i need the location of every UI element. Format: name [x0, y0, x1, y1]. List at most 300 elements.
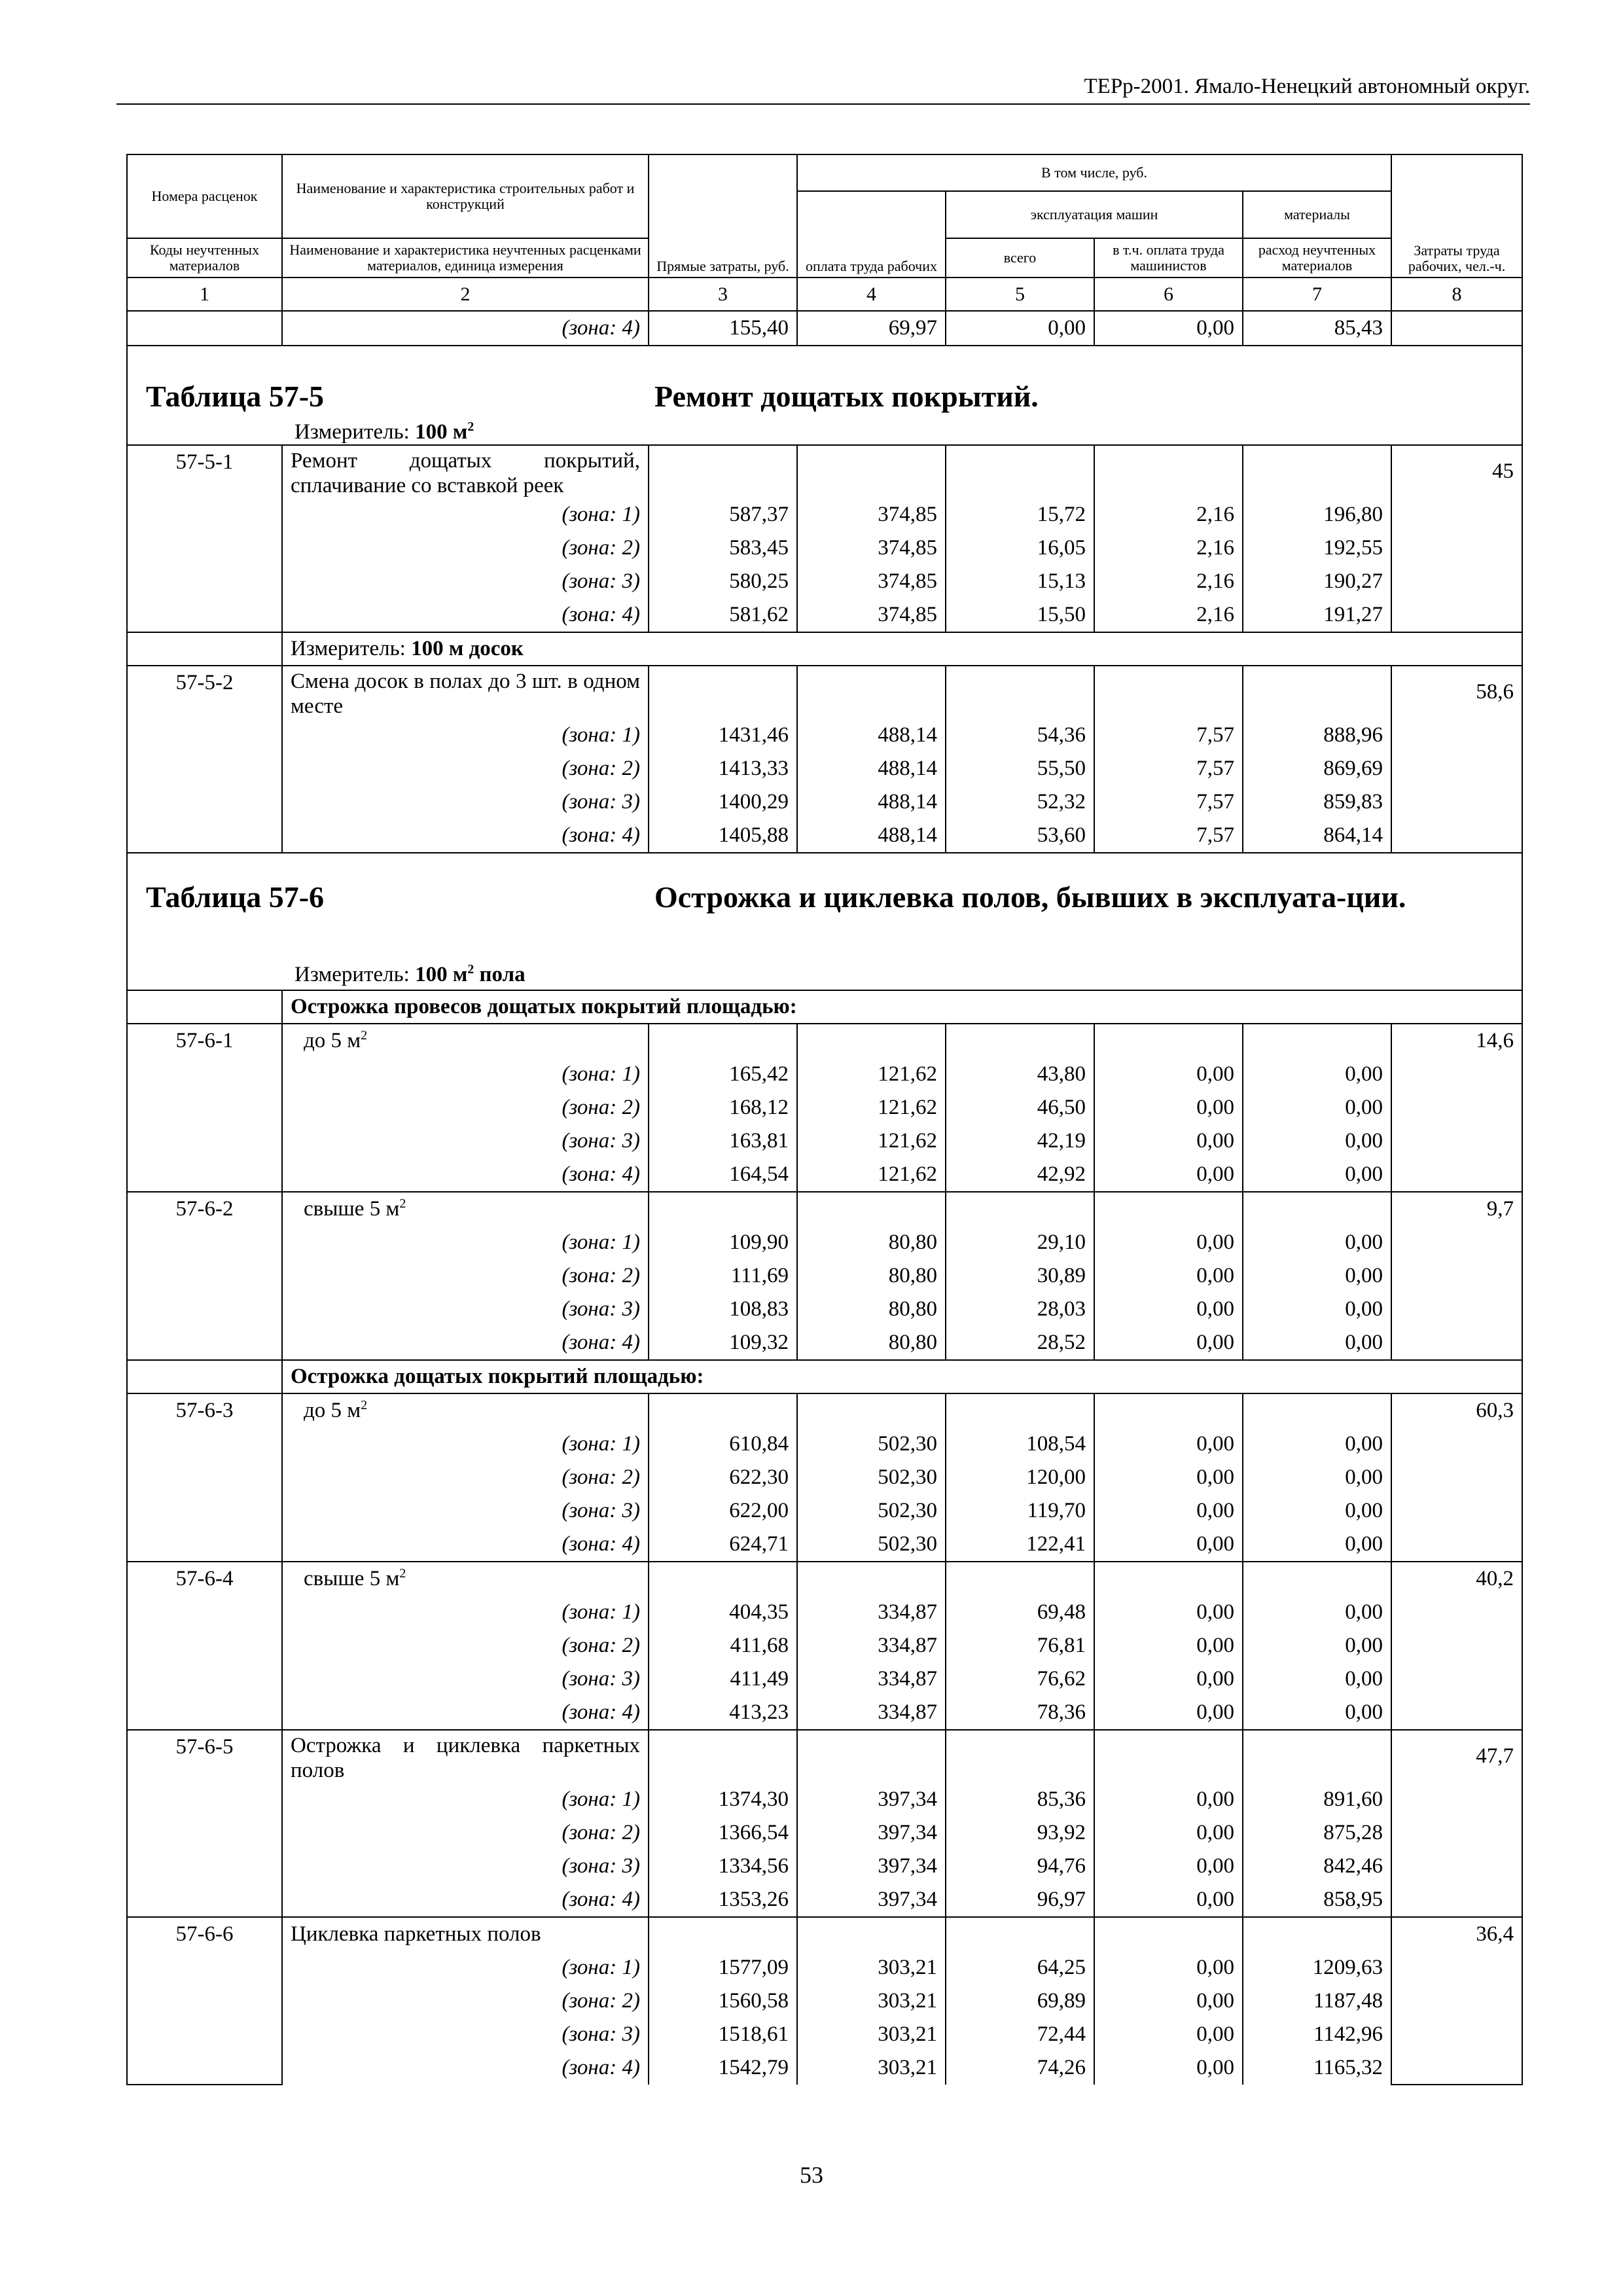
cell-value: 0,00	[1243, 1293, 1391, 1326]
col-num: 7	[1243, 278, 1391, 311]
cell-value: 196,80	[1243, 498, 1391, 531]
measure: Измеритель: 100 $м^2$	[294, 420, 474, 444]
cell-value: 413,23	[649, 1696, 797, 1730]
col-num: 1	[127, 278, 282, 311]
cell-value: 80,80	[797, 1293, 946, 1326]
labor-value: 45	[1391, 445, 1522, 632]
item-name: Ремонт дощатых покрытий, сплачивание со вставкой реек	[282, 445, 649, 498]
cell-value: 29,10	[946, 1226, 1094, 1259]
cell-value: 69,89	[946, 1984, 1094, 2018]
table-row	[127, 666, 1522, 719]
cell-value: 1165,32	[1243, 2051, 1391, 2085]
carry-row	[127, 311, 1522, 346]
zone-row	[127, 1528, 1522, 1562]
cell-value: 121,62	[797, 1124, 946, 1158]
cell-value: 875,28	[1243, 1816, 1391, 1850]
cell-value: 0,00	[1094, 1816, 1243, 1850]
measure-row: Измеритель: 100 м досок	[127, 632, 1522, 666]
cell-value: 191,27	[1243, 598, 1391, 632]
zone-label: (зона: 4)	[282, 1326, 649, 1360]
cell-value: 858,95	[1243, 1883, 1391, 1917]
cell-value: 0,00	[1094, 311, 1243, 346]
zone-row	[127, 1850, 1522, 1883]
page-header: ТЕРр-2001. Ямало-Ненецкий автономный округ.	[116, 73, 1530, 105]
cell-value: 15,13	[946, 565, 1094, 598]
cell-value: 164,54	[649, 1158, 797, 1192]
zone-label: (зона: 3)	[282, 1494, 649, 1528]
zone-row	[127, 1226, 1522, 1259]
item-name: Смена досок в полах до 3 шт. в одном месте	[282, 666, 649, 719]
cell-value: 303,21	[797, 1951, 946, 1984]
cell-value: 15,72	[946, 498, 1094, 531]
cell-value: 94,76	[946, 1850, 1094, 1883]
cell-value: 2,16	[1094, 598, 1243, 632]
cell-value: 0,00	[1094, 1596, 1243, 1629]
cell-value: 190,27	[1243, 565, 1391, 598]
cell-value: 581,62	[649, 598, 797, 632]
labor-value: 47,7	[1391, 1730, 1522, 1917]
cell-value: 108,54	[946, 1427, 1094, 1461]
col-header-codes-mat: Коды неучтенных материалов	[127, 238, 282, 278]
cell-value: 502,30	[797, 1528, 946, 1562]
table-title: Ремонт дощатых покрытий.	[654, 380, 1039, 413]
cell-value: 122,41	[946, 1528, 1094, 1562]
measure: Измеритель: 100 $м^2$ пола	[294, 962, 526, 986]
zone-label: (зона: 1)	[282, 498, 649, 531]
item-code: 57-6-1	[127, 1024, 282, 1192]
cell-value: 0,00	[1243, 1596, 1391, 1629]
zone-label: (зона: 2)	[282, 531, 649, 565]
cell-value: 1334,56	[649, 1850, 797, 1883]
cell-value: 303,21	[797, 1984, 946, 2018]
cell-value: 72,44	[946, 2018, 1094, 2051]
cell-value: 0,00	[1094, 1528, 1243, 1562]
zone-row	[127, 531, 1522, 565]
zone-row	[127, 1629, 1522, 1662]
cell-value: 78,36	[946, 1696, 1094, 1730]
cell-value: 108,83	[649, 1293, 797, 1326]
labor-value: 9,7	[1391, 1192, 1522, 1360]
cell-value: 80,80	[797, 1259, 946, 1293]
cell-value: 587,37	[649, 498, 797, 531]
cell-value: 28,03	[946, 1293, 1094, 1326]
cell-value: 1560,58	[649, 1984, 797, 2018]
cell-value: 0,00	[1243, 1091, 1391, 1124]
cell-value: 53,60	[946, 819, 1094, 853]
cell-value: 374,85	[797, 598, 946, 632]
table-caption: Таблица 57-6	[146, 880, 325, 914]
cell-value: 1400,29	[649, 785, 797, 819]
cell-value: 1518,61	[649, 2018, 797, 2051]
table-row	[127, 1730, 1522, 1783]
cell-value: 96,97	[946, 1883, 1094, 1917]
col-header-name: Наименование и характеристика строительных работ и конструкций	[282, 154, 649, 238]
cell-value: 43,80	[946, 1058, 1094, 1091]
cell-value: 334,87	[797, 1596, 946, 1629]
zone-label: (зона: 1)	[282, 719, 649, 752]
cell-value: 46,50	[946, 1091, 1094, 1124]
item-code: 57-6-5	[127, 1730, 282, 1917]
cell-value: 111,69	[649, 1259, 797, 1293]
cell-value: 0,00	[1243, 1158, 1391, 1192]
cell-value: 0,00	[1243, 1662, 1391, 1696]
col-header-mach-wages: в т.ч. оплата труда машинистов	[1094, 238, 1243, 278]
cell-value: 374,85	[797, 565, 946, 598]
cell-value: 502,30	[797, 1494, 946, 1528]
cell-value: 0,00	[1094, 1326, 1243, 1360]
col-header-machines: эксплуатация машин	[946, 191, 1243, 238]
item-name: Циклевка паркетных полов	[282, 1917, 649, 1951]
zone-row	[127, 565, 1522, 598]
cell-value: 120,00	[946, 1461, 1094, 1494]
cell-value: 192,55	[1243, 531, 1391, 565]
col-num: 3	[649, 278, 797, 311]
zone-row	[127, 1816, 1522, 1850]
cell-value: 583,45	[649, 531, 797, 565]
page-number: 53	[800, 2162, 823, 2188]
cell-value: 404,35	[649, 1596, 797, 1629]
table-title: Острожка и циклевка полов, бывших в эксплуата-ции.	[654, 880, 1406, 914]
cell-value: 0,00	[1094, 1951, 1243, 1984]
cell-value: 163,81	[649, 1124, 797, 1158]
cell-value: 0,00	[1243, 1528, 1391, 1562]
cell-value: 55,50	[946, 752, 1094, 785]
cell-value: 334,87	[797, 1696, 946, 1730]
item-code: 57-5-1	[127, 445, 282, 632]
table-57-6-heading	[127, 853, 1522, 990]
item-code: 57-5-2	[127, 666, 282, 853]
cell-value: 0,00	[1094, 1984, 1243, 2018]
item-code: 57-6-6	[127, 1917, 282, 2085]
cell-value: 0,00	[1094, 1259, 1243, 1293]
cell-value: 0,00	[1243, 1058, 1391, 1091]
cell-value: 1187,48	[1243, 1984, 1391, 2018]
item-name: свыше 5 $м^2$	[282, 1562, 649, 1596]
cell-value: 0,00	[1094, 1461, 1243, 1494]
cell-value: 0,00	[1094, 1850, 1243, 1883]
zone-row	[127, 1696, 1522, 1730]
zone-label: (зона: 2)	[282, 1984, 649, 2018]
cell-value: 1405,88	[649, 819, 797, 853]
cell-value: 0,00	[1094, 1494, 1243, 1528]
cell-value: 0,00	[1094, 1091, 1243, 1124]
cell-value: 580,25	[649, 565, 797, 598]
col-header-mat-use: расход неучтенных материалов	[1243, 238, 1391, 278]
cell-value: 0,00	[1094, 1058, 1243, 1091]
cell-value: 74,26	[946, 2051, 1094, 2085]
zone-label: (зона: 3)	[282, 1662, 649, 1696]
cell-value: 0,00	[1243, 1259, 1391, 1293]
cell-value: 374,85	[797, 531, 946, 565]
zone-label: (зона: 4)	[282, 1883, 649, 1917]
table-row	[127, 1562, 1522, 1596]
cell-value: 303,21	[797, 2018, 946, 2051]
cell-value: 0,00	[1094, 1226, 1243, 1259]
cell-value: 109,32	[649, 1326, 797, 1360]
zone-label: (зона: 3)	[282, 2018, 649, 2051]
zone-label: (зона: 3)	[282, 1124, 649, 1158]
zone-row	[127, 1984, 1522, 2018]
zone-row	[127, 598, 1522, 632]
cell-value: 0,00	[1094, 1883, 1243, 1917]
cell-value: 0,00	[1243, 1427, 1391, 1461]
zone-label: (зона: 4)	[282, 598, 649, 632]
cell-value: 121,62	[797, 1058, 946, 1091]
item-code: 57-6-3	[127, 1393, 282, 1562]
cell-value: 0,00	[1094, 2051, 1243, 2085]
cell-value: 0,00	[1243, 1629, 1391, 1662]
cell-value: 397,34	[797, 1883, 946, 1917]
cell-value: 30,89	[946, 1259, 1094, 1293]
labor-value: 36,4	[1391, 1917, 1522, 2085]
cell-value: 859,83	[1243, 785, 1391, 819]
zone-label: (зона: 2)	[282, 1816, 649, 1850]
labor-value: 14,6	[1391, 1024, 1522, 1192]
cell-value: 76,62	[946, 1662, 1094, 1696]
zone-row	[127, 719, 1522, 752]
cell-value: 93,92	[946, 1816, 1094, 1850]
cell-value: 7,57	[1094, 819, 1243, 853]
cell-value: 42,19	[946, 1124, 1094, 1158]
zone-label: (зона: 1)	[282, 1596, 649, 1629]
cell-value: 0,00	[1094, 1629, 1243, 1662]
cell-value: 622,30	[649, 1461, 797, 1494]
col-header-wages: оплата труда рабочих	[797, 191, 946, 278]
cell-value: 0,00	[1243, 1494, 1391, 1528]
zone-row	[127, 1427, 1522, 1461]
cell-value: 0,00	[1094, 1124, 1243, 1158]
zone-label: (зона: 4)	[282, 2051, 649, 2085]
cell-value: 28,52	[946, 1326, 1094, 1360]
zone-label: (зона: 4)	[282, 1528, 649, 1562]
cell-value: 0,00	[1094, 1158, 1243, 1192]
cell-value: 1142,96	[1243, 2018, 1391, 2051]
cell-value: 85,36	[946, 1783, 1094, 1816]
cell-value: 622,00	[649, 1494, 797, 1528]
labor-value: 60,3	[1391, 1393, 1522, 1562]
zone-row	[127, 1259, 1522, 1293]
item-code: 57-6-2	[127, 1192, 282, 1360]
col-header-labor: Затраты труда рабочих, чел.-ч.	[1391, 154, 1522, 278]
col-header-incl: В том числе, руб.	[797, 154, 1391, 191]
item-name: Острожка и циклевка паркетных полов	[282, 1730, 649, 1783]
cell-value: 303,21	[797, 2051, 946, 2085]
zone-row	[127, 1158, 1522, 1192]
col-header-direct: Прямые затраты, руб.	[649, 154, 797, 278]
group-row	[127, 990, 1522, 1024]
zone-row	[127, 1662, 1522, 1696]
zone-row	[127, 819, 1522, 853]
cell-value: 0,00	[1094, 2018, 1243, 2051]
cell-value: 888,96	[1243, 719, 1391, 752]
cell-value: 2,16	[1094, 498, 1243, 531]
zone-label: (зона: 4)	[282, 311, 649, 346]
cell-value: 168,12	[649, 1091, 797, 1124]
zone-row	[127, 2018, 1522, 2051]
cell-value: 165,42	[649, 1058, 797, 1091]
zone-row	[127, 752, 1522, 785]
item-name: до 5 $м^2$	[282, 1393, 649, 1427]
zone-label: (зона: 2)	[282, 1091, 649, 1124]
cell-value: 869,69	[1243, 752, 1391, 785]
table-row	[127, 1393, 1522, 1427]
col-num: 6	[1094, 278, 1243, 311]
cell-value: 109,90	[649, 1226, 797, 1259]
cell-value: 1413,33	[649, 752, 797, 785]
zone-label: (зона: 1)	[282, 1226, 649, 1259]
item-name: свыше 5 $м^2$	[282, 1192, 649, 1226]
zone-row	[127, 2051, 1522, 2085]
table-row	[127, 1917, 1522, 1951]
cell-value: 411,49	[649, 1662, 797, 1696]
cell-value: 624,71	[649, 1528, 797, 1562]
cell-value: 397,34	[797, 1850, 946, 1883]
cell-value: 54,36	[946, 719, 1094, 752]
cell-value: 0,00	[946, 311, 1094, 346]
col-num: 8	[1391, 278, 1522, 311]
cell-value: 69,48	[946, 1596, 1094, 1629]
cell-value: 80,80	[797, 1326, 946, 1360]
zone-label: (зона: 4)	[282, 819, 649, 853]
cell-value: 0,00	[1094, 1783, 1243, 1816]
cell-value: 0,00	[1094, 1427, 1243, 1461]
table-row	[127, 445, 1522, 498]
group-label: Острожка дощатых покрытий площадью:	[282, 1360, 1522, 1393]
zone-row	[127, 1596, 1522, 1629]
cell-value: 0,00	[1094, 1662, 1243, 1696]
cell-value: 0,00	[1243, 1461, 1391, 1494]
group-label: Острожка провесов дощатых покрытий площадью:	[282, 990, 1522, 1024]
cell-value: 1542,79	[649, 2051, 797, 2085]
cell-value: 16,05	[946, 531, 1094, 565]
cell-value: 64,25	[946, 1951, 1094, 1984]
cell-value: 502,30	[797, 1427, 946, 1461]
col-header-materials: материалы	[1243, 191, 1391, 238]
cell-value: 610,84	[649, 1427, 797, 1461]
cell-value: 7,57	[1094, 719, 1243, 752]
zone-row	[127, 1091, 1522, 1124]
cell-value: 2,16	[1094, 565, 1243, 598]
cell-value: 488,14	[797, 785, 946, 819]
cell-value: 15,50	[946, 598, 1094, 632]
cell-value: 0,00	[1094, 1293, 1243, 1326]
cell-value: 334,87	[797, 1662, 946, 1696]
cell-value: 0,00	[1243, 1326, 1391, 1360]
zone-row	[127, 785, 1522, 819]
cell-value: 0,00	[1243, 1124, 1391, 1158]
cell-value: 488,14	[797, 819, 946, 853]
cell-value: 1353,26	[649, 1883, 797, 1917]
group-row	[127, 1360, 1522, 1393]
cell-value: 7,57	[1094, 785, 1243, 819]
table-row	[127, 1192, 1522, 1226]
cell-value: 80,80	[797, 1226, 946, 1259]
zone-row	[127, 1058, 1522, 1091]
col-num: 2	[282, 278, 649, 311]
cell-value: 488,14	[797, 719, 946, 752]
cell-value: 334,87	[797, 1629, 946, 1662]
item-code: 57-6-4	[127, 1562, 282, 1730]
col-header-mach-total: всего	[946, 238, 1094, 278]
cell-value: 397,34	[797, 1816, 946, 1850]
cell-value: 2,16	[1094, 531, 1243, 565]
cell-value: 397,34	[797, 1783, 946, 1816]
cell-value: 155,40	[649, 311, 797, 346]
zone-label: (зона: 2)	[282, 1259, 649, 1293]
price-table	[126, 154, 1523, 2085]
cell-value: 121,62	[797, 1091, 946, 1124]
cell-value: 502,30	[797, 1461, 946, 1494]
zone-row	[127, 498, 1522, 531]
zone-label: (зона: 3)	[282, 1850, 649, 1883]
zone-label: (зона: 1)	[282, 1058, 649, 1091]
cell-value: 1209,63	[1243, 1951, 1391, 1984]
col-num: 5	[946, 278, 1094, 311]
labor-value: 40,2	[1391, 1562, 1522, 1730]
table-57-5-heading	[127, 346, 1522, 445]
zone-label: (зона: 1)	[282, 1427, 649, 1461]
cell-value: 0,00	[1243, 1696, 1391, 1730]
zone-row	[127, 1293, 1522, 1326]
zone-label: (зона: 4)	[282, 1158, 649, 1192]
zone-row	[127, 1494, 1522, 1528]
cell-value: 864,14	[1243, 819, 1391, 853]
cell-value: 411,68	[649, 1629, 797, 1662]
cell-value: 7,57	[1094, 752, 1243, 785]
table-caption: Таблица 57-5	[146, 380, 325, 413]
cell-value: 42,92	[946, 1158, 1094, 1192]
col-header-codes: Номера расценок	[127, 154, 282, 238]
cell-value: 842,46	[1243, 1850, 1391, 1883]
zone-row	[127, 1883, 1522, 1917]
zone-label: (зона: 1)	[282, 1951, 649, 1984]
table-row	[127, 1024, 1522, 1058]
cell-value: 0,00	[1243, 1226, 1391, 1259]
zone-row	[127, 1783, 1522, 1816]
zone-row	[127, 1461, 1522, 1494]
cell-value: 119,70	[946, 1494, 1094, 1528]
col-header-name-mat: Наименование и характеристика неучтенных расценками материалов, единица измерения	[282, 238, 649, 278]
zone-label: (зона: 3)	[282, 565, 649, 598]
labor-value: 58,6	[1391, 666, 1522, 853]
zone-label: (зона: 2)	[282, 1629, 649, 1662]
cell-value: 52,32	[946, 785, 1094, 819]
cell-value: 1374,30	[649, 1783, 797, 1816]
cell-value: 1577,09	[649, 1951, 797, 1984]
cell-value: 1431,46	[649, 719, 797, 752]
item-name: до 5 $м^2$	[282, 1024, 649, 1058]
cell-value: 85,43	[1243, 311, 1391, 346]
cell-value: 488,14	[797, 752, 946, 785]
cell-value: 76,81	[946, 1629, 1094, 1662]
zone-label: (зона: 3)	[282, 785, 649, 819]
zone-label: (зона: 4)	[282, 1696, 649, 1730]
cell-value: 0,00	[1094, 1696, 1243, 1730]
zone-row	[127, 1124, 1522, 1158]
zone-row	[127, 1326, 1522, 1360]
cell-value: 1366,54	[649, 1816, 797, 1850]
cell-value: 374,85	[797, 498, 946, 531]
cell-value: 121,62	[797, 1158, 946, 1192]
cell-value: 69,97	[797, 311, 946, 346]
zone-label: (зона: 2)	[282, 752, 649, 785]
col-num: 4	[797, 278, 946, 311]
zone-label: (зона: 1)	[282, 1783, 649, 1816]
zone-label: (зона: 2)	[282, 1461, 649, 1494]
cell-value: 891,60	[1243, 1783, 1391, 1816]
zone-row	[127, 1951, 1522, 1984]
zone-label: (зона: 3)	[282, 1293, 649, 1326]
